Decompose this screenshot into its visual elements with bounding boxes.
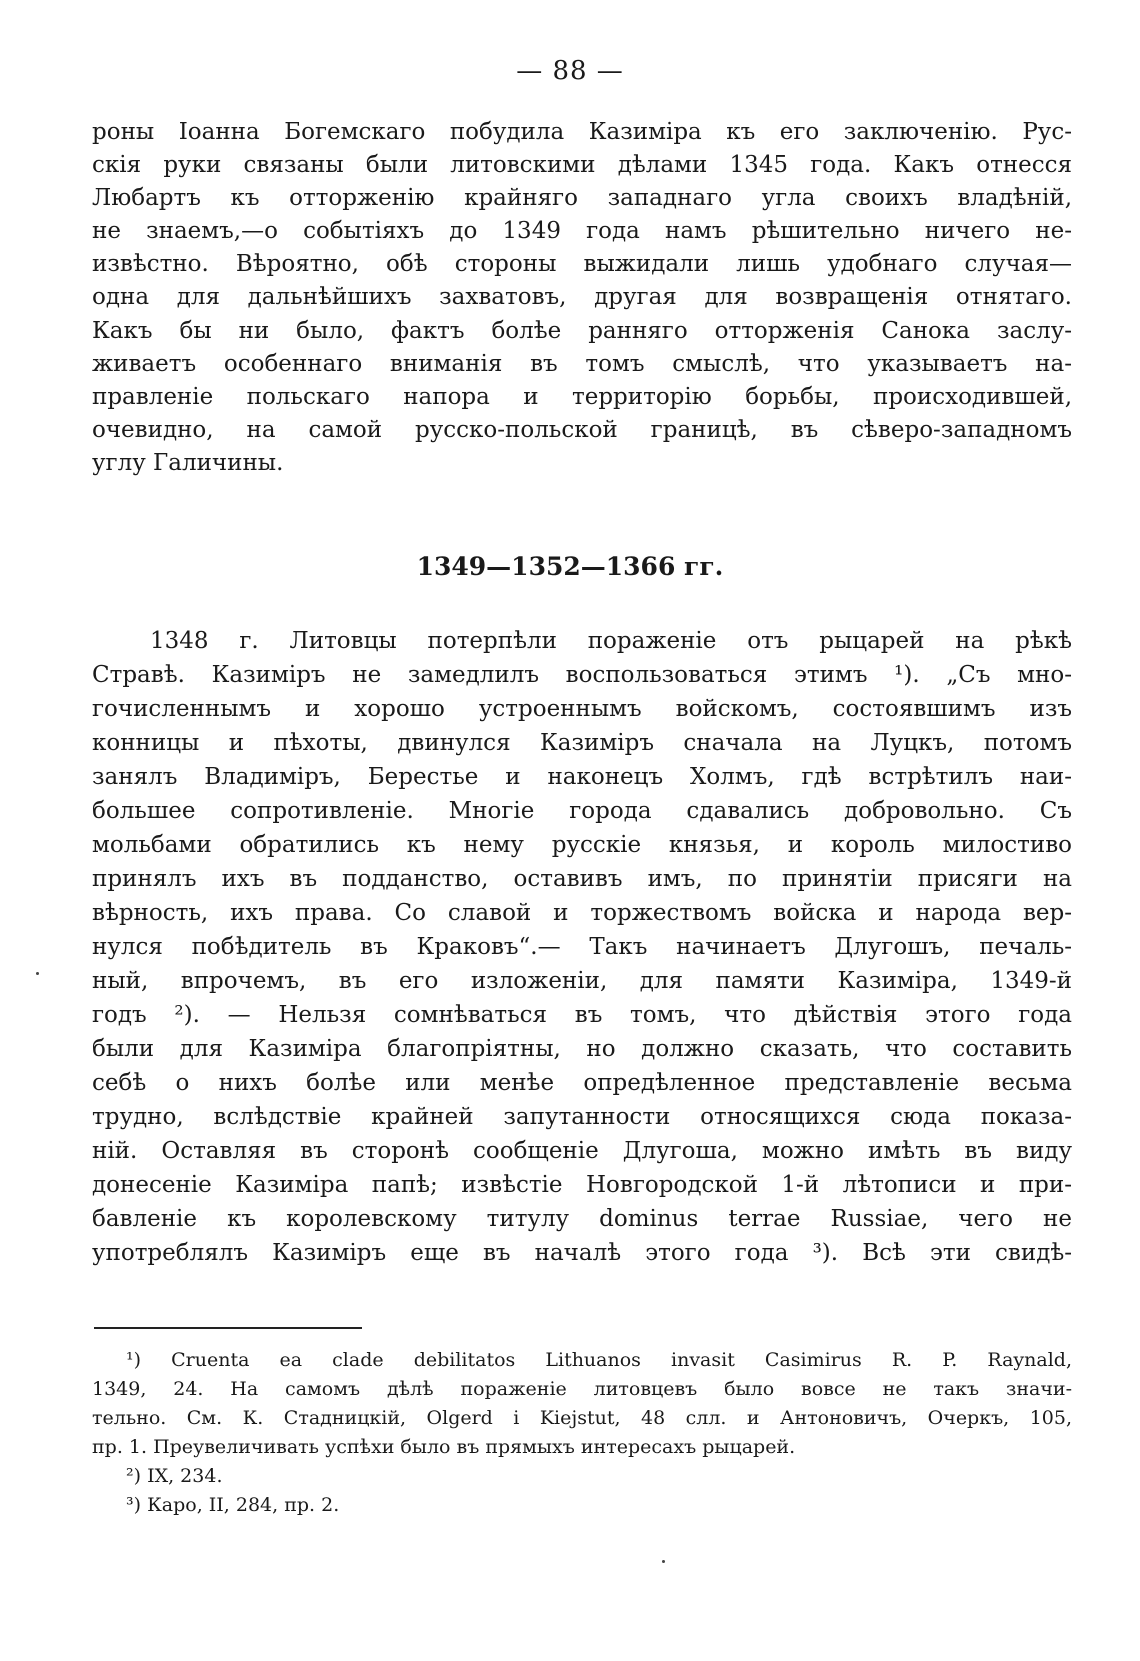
footnote-3: ³) Каро, II, 284, пр. 2. [126, 1494, 340, 1516]
text-line: занялъ Владиміръ, Берестье и наконецъ Холмъ, гдѣ встрѣтилъ наи- [92, 764, 1072, 790]
footnote-line: тельно. См. К. Стадницкій, Olgerd i Kiejstut, 48 слл. и Антоновичъ, Очеркъ, 105, [92, 1407, 1072, 1429]
text-line: трудно, вслѣдствіе крайней запутанности относящихся сюда показа- [92, 1104, 1072, 1130]
text-line: вѣрность, ихъ права. Со славой и торжествомъ войска и народа вер- [92, 900, 1072, 926]
text-line: себѣ о нихъ болѣе или менѣе опредѣленное представленіе весьма [92, 1070, 1072, 1096]
text-line: ній. Оставляя въ сторонѣ сообщеніе Длугоша, можно имѣть въ виду [92, 1138, 1072, 1164]
text-line: углу Галичины. [92, 449, 284, 476]
text-line: мольбами обратились къ нему русскіе князья, и король милостиво [92, 832, 1072, 858]
text-line: Стравѣ. Казиміръ не замедлилъ воспользоваться этимъ ¹). „Съ мно- [92, 662, 1072, 688]
scan-speck [662, 1560, 665, 1563]
text-line: одна для дальнѣйшихъ захватовъ, другая для возвращенія отнятаго. [92, 284, 1072, 311]
text-line: Какъ бы ни было, фактъ болѣе ранняго отторженія Санока заслу- [92, 317, 1072, 344]
text-line: живаетъ особеннаго вниманія въ томъ смыслѣ, что указываетъ на- [92, 350, 1072, 377]
text-line: принялъ ихъ въ подданство, оставивъ имъ, по принятіи присяги на [92, 866, 1072, 892]
text-line: годъ ²). — Нельзя сомнѣваться въ томъ, что дѣйствія этого года [92, 1002, 1072, 1028]
footnote-line [92, 1346, 1072, 1375]
text-line: конницы и пѣхоты, двинулся Казиміръ сначала на Луцкъ, потомъ [92, 730, 1072, 756]
text-line: большее сопротивленіе. Многіе города сдавались добровольно. Съ [92, 798, 1072, 824]
footnote-line: пр. 1. Преувеличивать успѣхи было въ прямыхъ интересахъ рыцарей. [92, 1436, 796, 1458]
text-line: роны Іоанна Богемскаго побудила Казиміра къ его заключенію. Рус- [92, 119, 1072, 145]
text-line: очевидно, на самой русско-польской границѣ, въ сѣверо-западномъ [92, 416, 1072, 443]
text-line: скія руки связаны были литовскими дѣлами 1345 года. Какъ отнесся [92, 152, 1072, 179]
paragraph-main [92, 624, 1072, 1270]
text-line: Любартъ къ отторженію крайняго западнаго угла своихъ владѣній, [92, 185, 1072, 212]
footnote-text: Cruenta ea clade debilitatos Lithuanos invasit Casimirus R. P. Raynald, [171, 1349, 1073, 1371]
text-line: правленіе польскаго напора и территорію борьбы, происходившей, [92, 383, 1072, 410]
text-line: бавленіе къ королевскому титулу dominus terrae Russiae, чего не [92, 1206, 1072, 1232]
page-number: — 88 — [516, 56, 624, 86]
text-line: донесеніе Казиміра папѣ; извѣстіе Новгородской 1-й лѣтописи и при- [92, 1172, 1072, 1198]
text-line: не знаемъ,—о событіяхъ до 1349 года намъ рѣшительно ничего не- [92, 218, 1072, 245]
footnotes [92, 1346, 1072, 1520]
footnote-2: ²) IX, 234. [126, 1465, 223, 1487]
footnote-marker: ¹) [126, 1349, 142, 1371]
text-line: ный, впрочемъ, въ его изложеніи, для памяти Казиміра, 1349-й [92, 968, 1072, 994]
text-line: употреблялъ Казиміръ еще въ началѣ этого года ³). Всѣ эти свидѣ- [92, 1240, 1072, 1266]
text-line: были для Казиміра благопріятны, но должно сказать, что составить [92, 1036, 1072, 1062]
footnote-divider [94, 1327, 362, 1329]
text-line: 1348 г. Литовцы потерпѣли пораженіе отъ рыцарей на рѣкѣ [150, 628, 1072, 654]
text-line: извѣстно. Вѣроятно, обѣ стороны выжидали лишь удобнаго случая— [92, 251, 1072, 278]
section-heading: 1349—1352—1366 гг. [416, 552, 724, 581]
footnote-line: 1349, 24. На самомъ дѣлѣ пораженіе литовцевъ было вовсе не такъ значи- [92, 1378, 1072, 1400]
text-line: нулся побѣдитель въ Краковъ“.— Такъ начинаетъ Длугошъ, печаль- [92, 934, 1072, 960]
paragraph-continuation [92, 116, 1072, 480]
text-line: гочисленнымъ и хорошо устроеннымъ войскомъ, состоявшимъ изъ [92, 696, 1072, 722]
scan-speck [36, 972, 39, 975]
